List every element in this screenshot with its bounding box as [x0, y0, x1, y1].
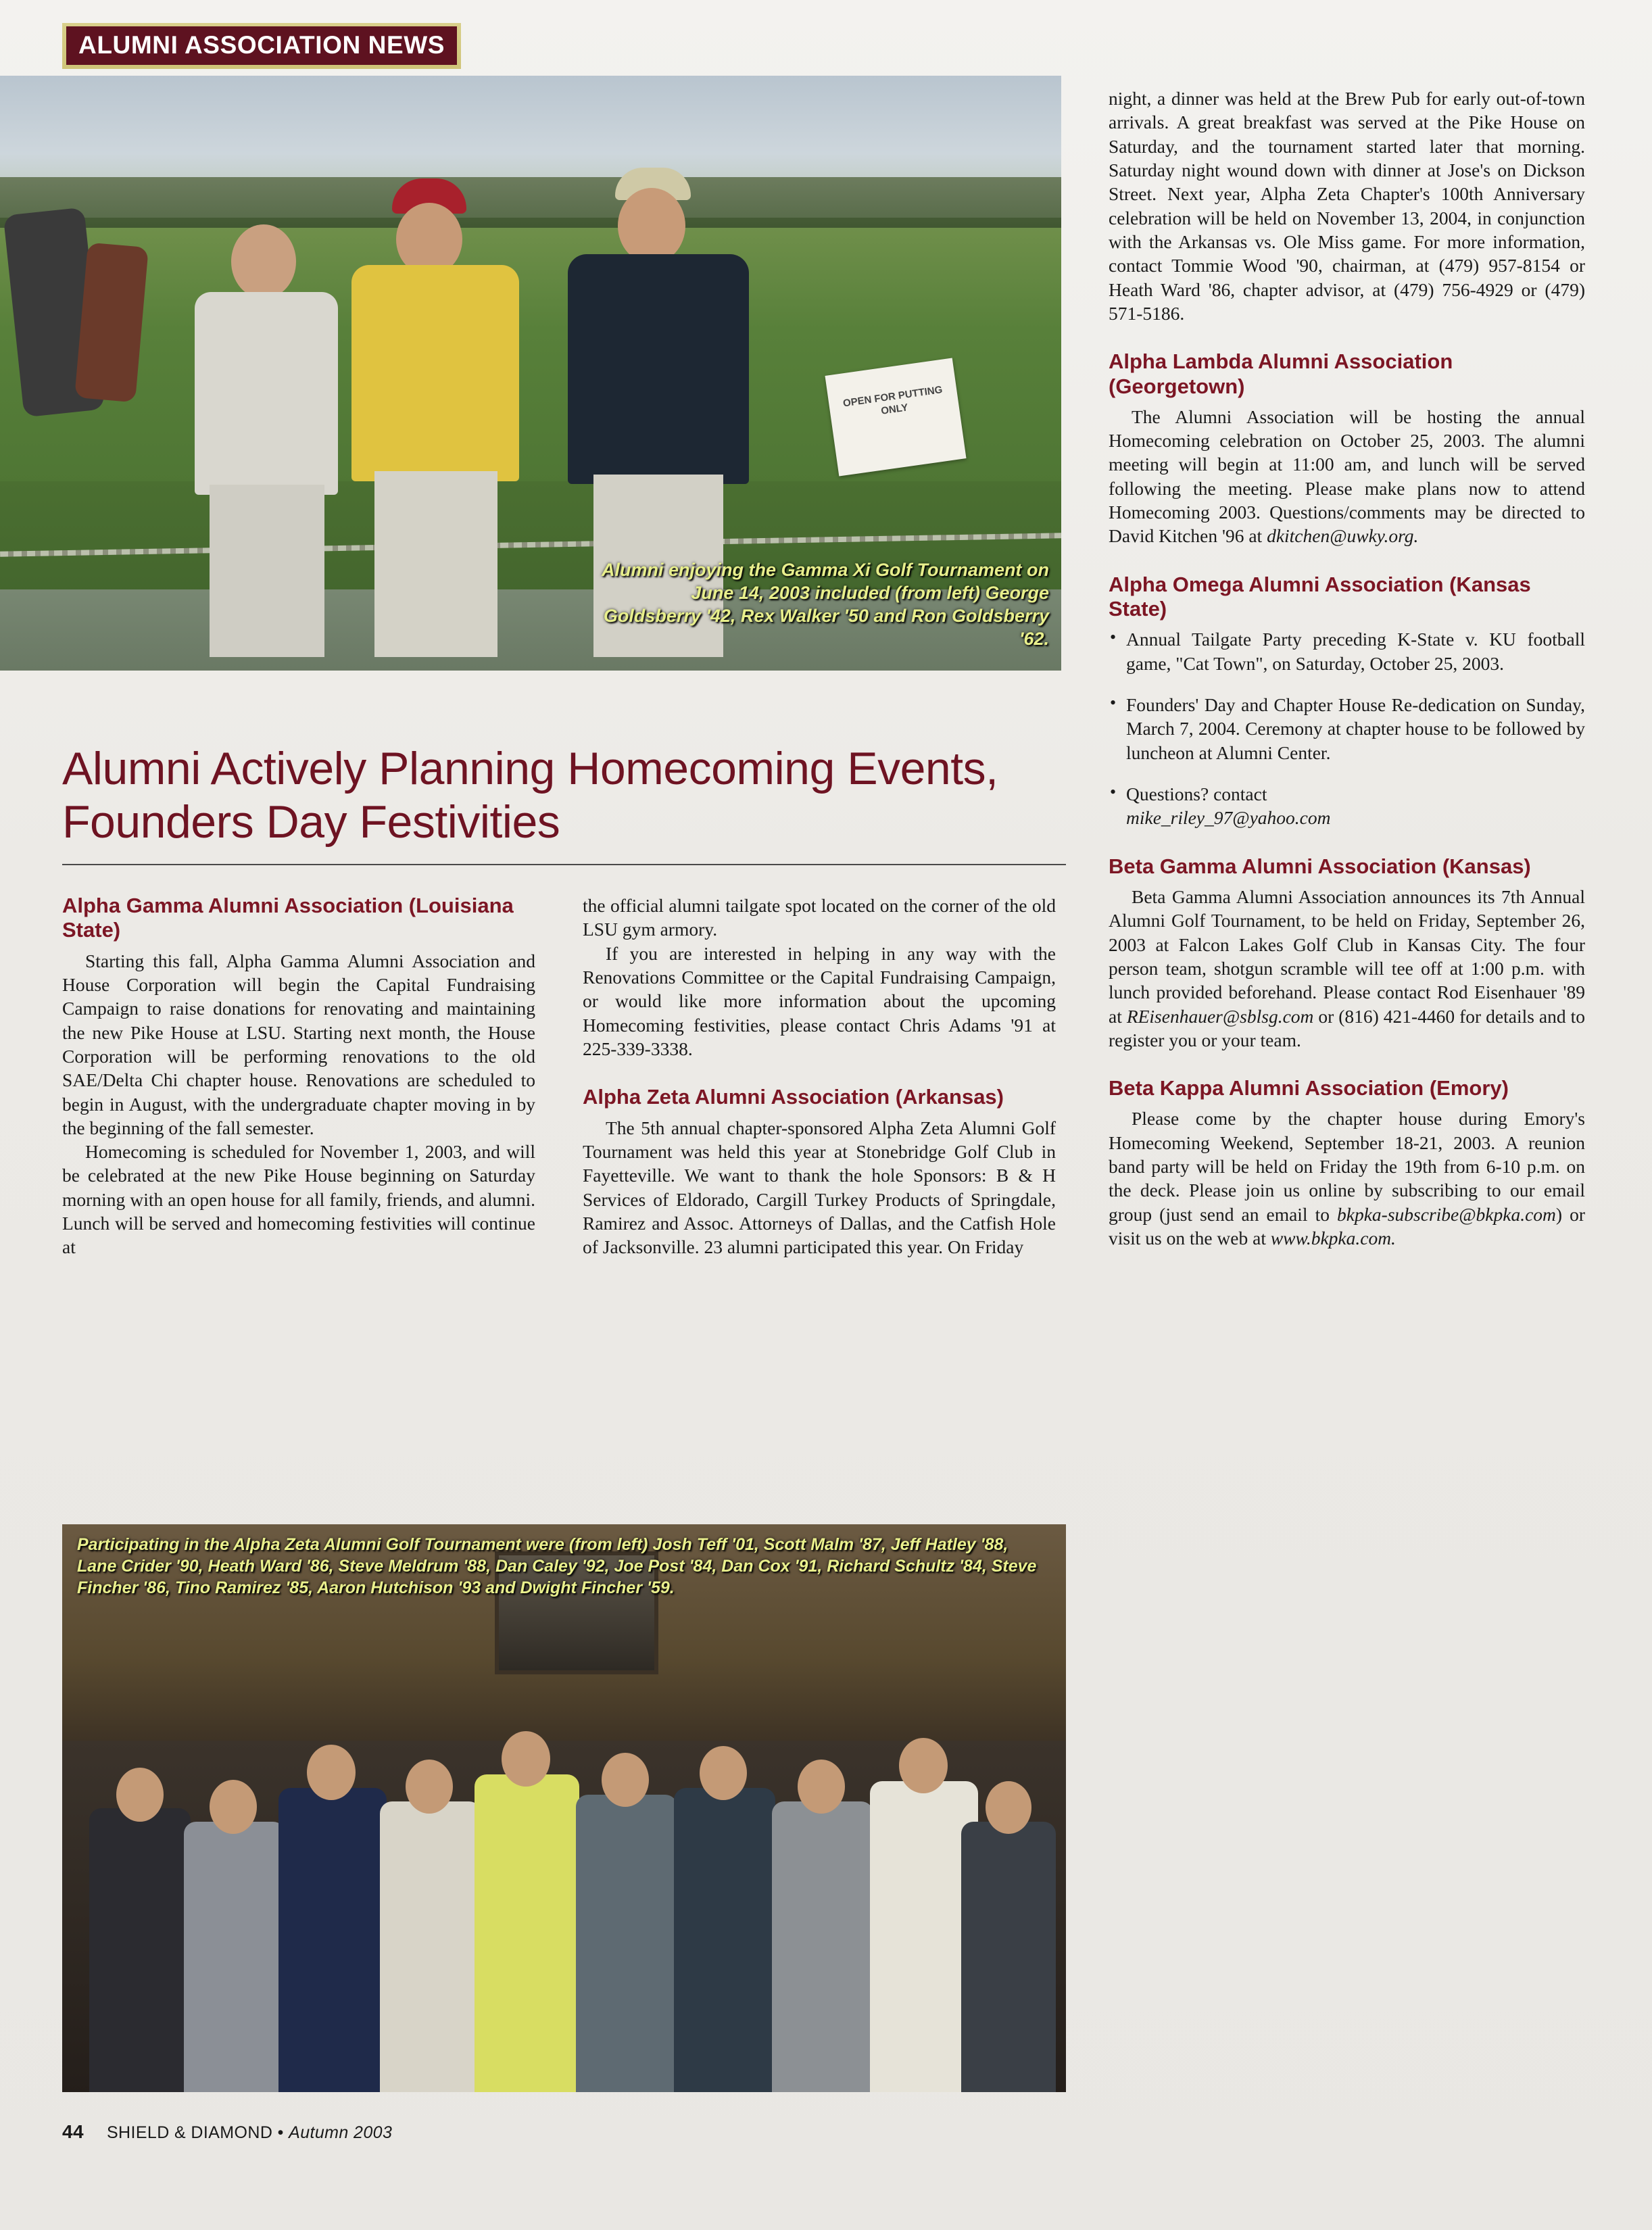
photo-person-head [618, 188, 685, 264]
paragraph-text: Please come by the chapter house during Emory's Homecoming Weekend, September 18-21, 2003. A reunion band party will be held on Friday the 19th from 6-10 p.m. on the deck. Please join us online by subscribing to our email group (just send an email to [1109, 1108, 1585, 1225]
paragraph [1109, 1107, 1585, 1250]
paragraph-text: Beta Gamma Alumni Association announces its 7th Annual Alumni Golf Tournament, to be held on Friday, September 26, 2003 at Falcon Lakes Golf Club in Kansas City. The four person team, shotgun scramble will tee off at 1:00 p.m. with lunch provided beforehand. Please contact Rod Eisenhauer '89 at [1109, 886, 1585, 1027]
section-heading-alpha-zeta: Alpha Zeta Alumni Association (Arkansas) [583, 1085, 1004, 1109]
paragraph: Starting this fall, Alpha Gamma Alumni Association and House Corporation will begin the Capital Fundraising Campaign to raise donations for renovating and maintaining the new Pike House at LSU. Starting next month, the House Corporation will be performing renovations to the old SAE/Delta Chi chapter house. Renovations are scheduled to begin in August, with the undergraduate chapter moving in by the beginning of the fall semester. [62, 950, 535, 1138]
paragraph: Homecoming is scheduled for November 1, 2003, and will be celebrated at the new Pike House beginning on Saturday morning with an open house for all family, friends, and alumni. Lunch will be served and homecoming festivities will continue at [62, 1141, 535, 1258]
photo-group-person [380, 1801, 481, 2092]
putting-green-sign [825, 358, 966, 477]
photo-group-head [406, 1760, 453, 1814]
issue-label: Autumn 2003 [289, 2123, 393, 2142]
email-address: dkitchen@uwky.org. [1267, 525, 1419, 547]
page-footer [62, 2121, 392, 2143]
section-kicker-banner [62, 23, 461, 69]
photo-caption-bottom: Participating in the Alpha Zeta Alumni Golf Tournament were (from left) Josh Teff '01, Scott Malm '87, Jeff Hatley '88, Lane Crider '90, Heath Ward '86, Steve Meldrum '88, Dan Caley '92, Joe Post '84, Dan Cox '91, Richard Schultz '84, Steve Fincher '86, Tino Ramirez '85, Aaron Hutchison '93 and Dwight Fincher '59. [77, 1535, 1037, 1597]
section-heading-beta-kappa: Beta Kappa Alumni Association (Emory) [1109, 1076, 1509, 1100]
photo-group-head [307, 1745, 356, 1800]
paragraph [1109, 885, 1585, 1052]
photo-group-head [899, 1738, 948, 1793]
section-heading-alpha-gamma: Alpha Gamma Alumni Association (Louisiana State) [62, 894, 514, 942]
paragraph: If you are interested in helping in any way with the Renovations Committee or the Capital Fundraising Campaign, or would like more information about the upcoming Homecoming festivities, please contact Chris Adams '91 at 225-339-3338. [583, 942, 1056, 1059]
page-title: Alumni Actively Planning Homecoming Events, Founders Day Festivities [62, 743, 998, 848]
photo-person-left [189, 224, 345, 657]
photo-caption-top: Alumni enjoying the Gamma Xi Golf Tournament on June 14, 2003 included (from left) George Goldsberry '42, Rex Walker '50 and Ron Goldsberry '62. [601, 559, 1049, 649]
article-column-2 [583, 894, 1056, 1259]
page-number: 44 [62, 2121, 84, 2142]
email-address: bkpka-subscribe@bkpka.com [1337, 1203, 1556, 1225]
paragraph: The 5th annual chapter-sponsored Alpha Zeta Alumni Golf Tournament was held this year at Stonebridge Golf Club in Fayetteville. We want to thank the hole Sponsors: B & H Services of Eldorado, Cargill Turkey Products of Springdale, Ramirez and Assoc. Attorneys of Dallas, and the Catfish Hole of Jacksonville. 23 alumni participated this year. On Friday [583, 1117, 1056, 1258]
list-item-label: Questions? contact [1126, 783, 1267, 804]
photo-group-person [576, 1795, 677, 2092]
article-column-3 [1109, 87, 1585, 1250]
paragraph-continuation: night, a dinner was held at the Brew Pub for early out-of-town arrivals. A great breakfast was served at the Pike House on Saturday, and the tournament started later that morning. Saturday night wound down with dinner at Jose's on Dickson Street. Next year, Alpha Zeta Chapter's 100th Anniversary celebration will be held on November 13, 2004, in conjunction with the Arkansas vs. Ole Miss game. For more information, contact Tommie Wood '90, chairman, at (479) 957-8154 or Heath Ward '86, chapter advisor, at (479) 756-4929 or (479) 571-5186. [1109, 88, 1585, 324]
photo-group-head [602, 1753, 649, 1807]
paragraph [1109, 405, 1585, 548]
photo-person-legs [374, 471, 497, 657]
photo-group-head [502, 1731, 550, 1787]
photo-group-person [475, 1774, 579, 2092]
email-address: REisenhauer@sblsg.com [1126, 1005, 1314, 1027]
footer-separator: • [272, 2123, 289, 2142]
section-heading-alpha-omega: Alpha Omega Alumni Association (Kansas State) [1109, 572, 1531, 621]
photo-group-person [674, 1788, 775, 2092]
paragraph-continuation: the official alumni tailgate spot located on the corner of the old LSU gym armory. [583, 895, 1056, 940]
website-url: www.bkpka.com. [1270, 1228, 1396, 1249]
photo-group-head [986, 1781, 1031, 1834]
photo-group-head [700, 1746, 747, 1800]
section-heading-alpha-lambda: Alpha Lambda Alumni Association (Georgetown) [1109, 349, 1453, 398]
photo-group-head [210, 1780, 257, 1834]
photo-group-person [184, 1822, 285, 2092]
photo-group-person [89, 1808, 191, 2092]
section-heading-beta-gamma: Beta Gamma Alumni Association (Kansas) [1109, 854, 1531, 878]
photo-person-legs [210, 485, 324, 657]
photo-person-head [231, 224, 296, 299]
paragraph-text: ) or visit us on the web at [1109, 1203, 1585, 1249]
article-column-1 [62, 894, 535, 1259]
photo-group-person [772, 1801, 873, 2092]
list-item: • Founders' Day and Chapter House Re-dedication on Sunday, March 7, 2004. Ceremony at chapter house to be followed by luncheon at Alumni Center. [1109, 693, 1585, 765]
publication-name: SHIELD & DIAMOND [106, 2123, 273, 2142]
headline-divider-rule [62, 864, 1066, 865]
section-kicker-label: ALUMNI ASSOCIATION NEWS [66, 26, 457, 65]
paragraph-text: or (816) 421-4460 for details and to register you or your team. [1109, 1005, 1585, 1050]
photo-group-head [798, 1760, 845, 1814]
photo-person-torso [568, 254, 749, 484]
photo-person-torso [195, 292, 338, 495]
photo-person-torso [351, 265, 519, 481]
photo-person-center [351, 184, 520, 657]
list-item: • Annual Tailgate Party preceding K-State v. KU football game, "Cat Town", on Saturday, October 25, 2003. [1109, 627, 1585, 675]
photo-group-head [116, 1768, 164, 1822]
list-item [1109, 782, 1585, 830]
email-address: mike_riley_97@yahoo.com [1126, 807, 1331, 829]
photo-group-person [961, 1822, 1056, 2092]
golf-tournament-photo-top [0, 76, 1061, 671]
golf-tournament-photo-bottom [62, 1524, 1066, 2092]
bullet-list-alpha-omega [1109, 627, 1585, 829]
photo-group-person [278, 1788, 387, 2092]
putting-green-sign-text: OPEN FOR PUTTING ONLY [842, 384, 944, 417]
paragraph-text: The Alumni Association will be hosting the annual Homecoming celebration on October 25, 2003. The alumni meeting will begin at 11:00 am, and lunch will be served following the meeting. Please make plans now to attend Homecoming 2003. Questions/comments may be directed to David Kitchen '96 at [1109, 406, 1585, 547]
